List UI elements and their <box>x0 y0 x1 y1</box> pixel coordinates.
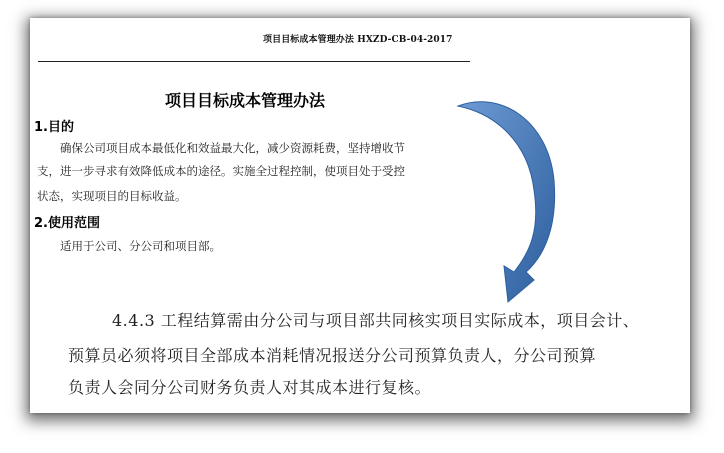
curved-arrow-icon <box>430 80 570 310</box>
section-heading-scope: 2.使用范围 <box>34 216 100 231</box>
purpose-line-3: 状态，实现项目的目标收益。 <box>37 189 187 203</box>
document-header-code: 项目目标成本管理办法 HXZD-CB-04-2017 <box>263 35 453 45</box>
document-title: 项目目标成本管理办法 <box>165 91 326 110</box>
clause-line-2: 预算员必须将项目全部成本消耗情况报送分公司预算负责人，分公司预算 <box>68 346 597 365</box>
section-heading-purpose: 1.目的 <box>34 120 74 135</box>
clause-line-3: 负责人会同分公司财务负责人对其成本进行复核。 <box>68 378 432 397</box>
purpose-line-2: 支，进一步寻求有效降低成本的途径。实施全过程控制，使项目处于受控 <box>37 164 405 178</box>
header-divider <box>38 61 470 62</box>
scope-line-1: 适用于公司、分公司和项目部。 <box>60 239 221 253</box>
clause-line-1: 4.4.3 工程结算需由分公司与项目部共同核实项目实际成本，项目会计、 <box>112 311 640 330</box>
purpose-line-1: 确保公司项目成本最低化和效益最大化，减少资源耗费，坚持增收节 <box>60 141 405 155</box>
arrow-body <box>458 102 555 302</box>
